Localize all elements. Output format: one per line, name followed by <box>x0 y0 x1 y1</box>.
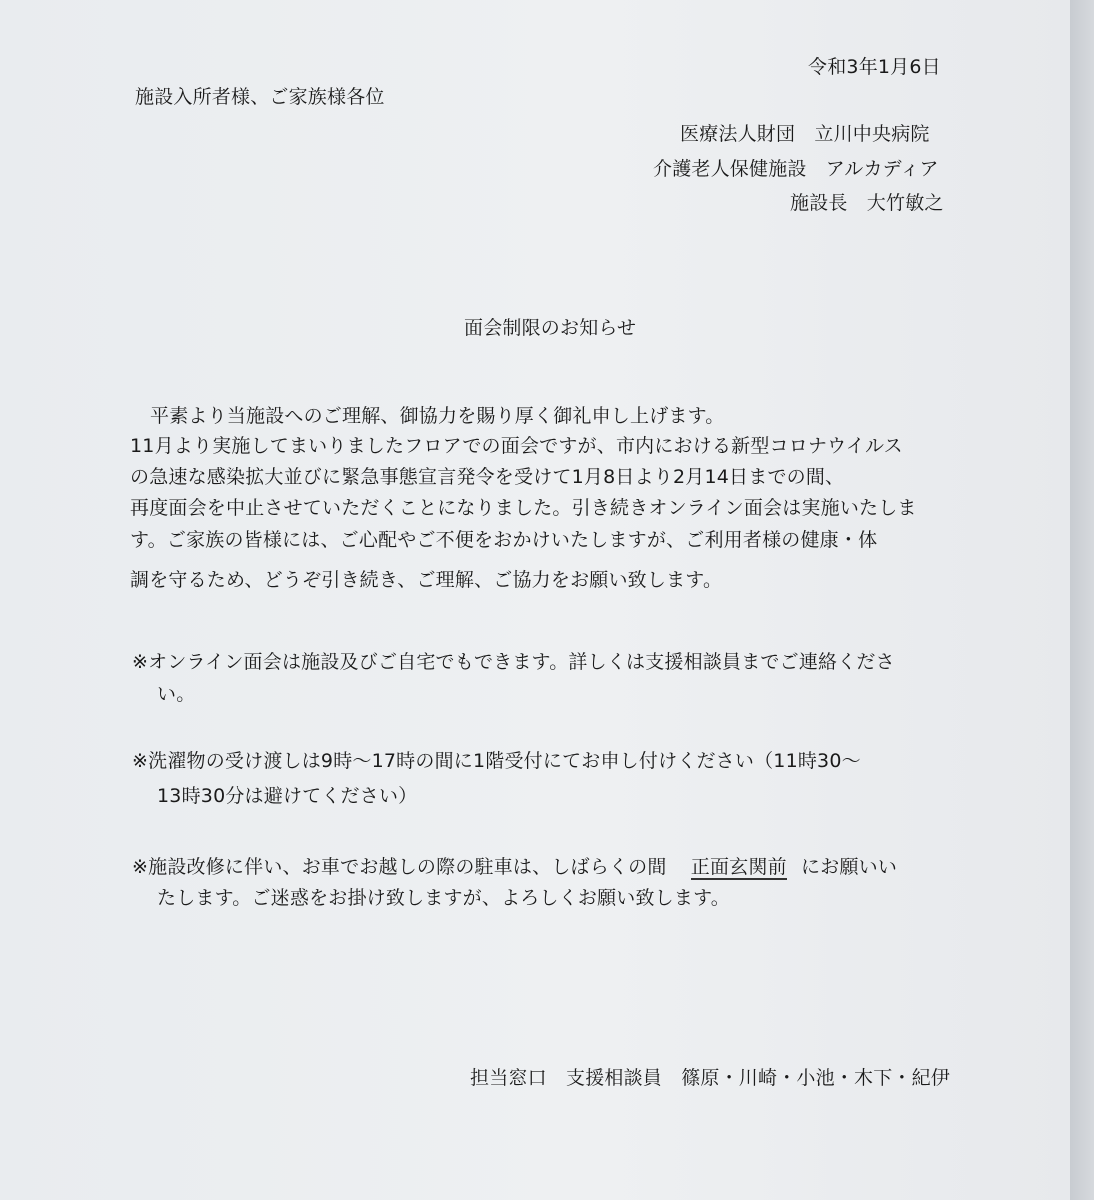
note-laundry-line-1: ※洗濯物の受け渡しは9時～17時の間に1階受付にてお申し付けください（11時30～ <box>132 750 861 772</box>
body-line-4: 再度面会を中止させていただくことになりました。引き続きオンライン面会は実施いたしま <box>130 497 917 519</box>
paper-edge-shadow <box>1070 0 1094 1200</box>
note-laundry-line-2: 13時30分は避けてください） <box>157 785 418 807</box>
sender-director: 施設長 大竹敏之 <box>790 192 944 214</box>
note-parking-line-2: たします。ご迷惑をお掛け致しますが、よろしくお願い致します。 <box>157 887 730 909</box>
body-line-1: 平素より当施設へのご理解、御協力を賜り厚く御礼申し上げます。 <box>150 405 725 427</box>
note-parking-emphasis: 正面玄関前 <box>690 856 787 878</box>
note-parking-line-1 <box>132 855 897 879</box>
document-date: 令和3年1月6日 <box>808 56 941 78</box>
body-line-3: の急速な感染拡大並びに緊急事態宣言発令を受けて1月8日より2月14日までの間、 <box>130 466 845 488</box>
note-online-line-1: ※オンライン面会は施設及びご自宅でもできます。詳しくは支援相談員までご連絡くださ <box>132 651 895 673</box>
addressee: 施設入所者様、ご家族様各位 <box>135 86 385 108</box>
body-line-6: 調を守るため、どうぞ引き続き、ご理解、ご協力をお願い致します。 <box>130 569 723 591</box>
note-parking-text-a: ※施設改修に伴い、お車でお越しの際の駐車は、しばらくの間 <box>132 856 667 878</box>
note-parking-text-c: にお願いい <box>801 856 898 878</box>
body-line-2: 11月より実施してまいりましたフロアでの面会ですが、市内における新型コロナウイルス <box>130 435 903 457</box>
note-online-line-2: い。 <box>157 683 196 705</box>
contact-line: 担当窓口 支援相談員 篠原・川崎・小池・木下・紀伊 <box>470 1067 951 1089</box>
sender-org-hospital: 医療法人財団 立川中央病院 <box>680 123 930 145</box>
notice-title: 面会制限のお知らせ <box>464 317 637 339</box>
body-line-5: す。ご家族の皆様には、ご心配やご不便をおかけいたしますが、ご利用者様の健康・体 <box>130 529 878 551</box>
sender-org-facility: 介護老人保健施設 アルカディア <box>653 158 939 180</box>
